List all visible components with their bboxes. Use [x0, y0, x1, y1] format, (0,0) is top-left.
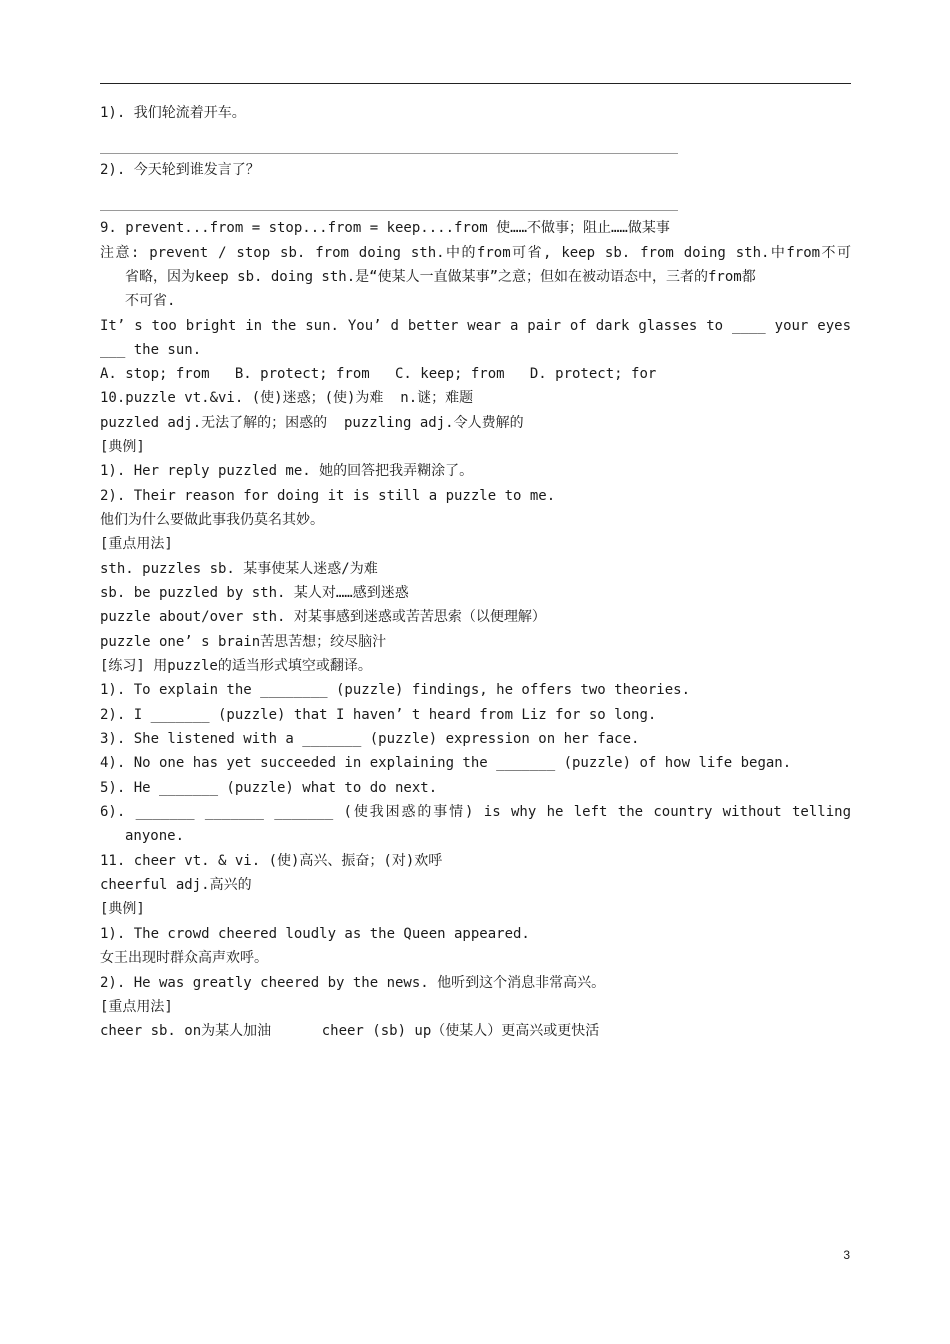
usage-item: sth. puzzles sb. 某事使某人迷惑/为难	[100, 561, 378, 577]
section-9-question: ___ the sun.	[100, 342, 202, 358]
practice-item: anyone.	[125, 828, 185, 844]
usage-item: puzzle one’ s brain苦思苦想；绞尽脑汁	[100, 634, 387, 650]
example-translation: 女王出现时群众高声欢呼。	[100, 950, 268, 966]
section-11-adjective: cheerful adj.高兴的	[100, 877, 252, 893]
example-label: [典例]	[100, 439, 145, 455]
section-9-note: 不可省.	[125, 293, 176, 309]
usage-label: [重点用法]	[100, 999, 173, 1015]
example-sentence: 2). He was greatly cheered by the news. 他听到这个消息非常高兴。	[100, 975, 606, 991]
usage-item: sb. be puzzled by sth. 某人对……感到迷惑	[100, 585, 409, 601]
section-9-note: 省略，因为keep sb. doing sth.是“使某人一直做某事”之意；但如在被动语态中，三者的from都	[125, 269, 756, 285]
example-sentence: 1). Her reply puzzled me. 她的回答把我弄糊涂了。	[100, 463, 474, 479]
example-sentence: 1). The crowd cheered loudly as the Queen appeared.	[100, 926, 530, 942]
header-rule	[100, 83, 851, 84]
practice-item: 6). _______ _______ _______ (使我困惑的事情) is why he left the country without telling	[100, 804, 851, 820]
q8-item-1: 1). 我们轮流着开车。	[100, 105, 246, 121]
practice-item: 5). He _______ (puzzle) what to do next.	[100, 780, 438, 796]
usage-item: cheer sb. on为某人加油 cheer (sb) up（使某人）更高兴或更快活	[100, 1023, 600, 1039]
page-number: 3	[843, 1248, 850, 1262]
section-9-question: It’ s too bright in the sun. You’ d better wear a pair of dark glasses to ____ your eyes	[100, 318, 851, 334]
section-9-note: 注意: prevent / stop sb. from doing sth.中的from可省, keep sb. from doing sth.中from不可	[100, 245, 851, 261]
section-9-heading: 9. prevent...from = stop...from = keep....from 使……不做事；阻止……做某事	[100, 220, 670, 236]
answer-line	[100, 210, 678, 211]
example-translation: 他们为什么要做此事我仍莫名其妙。	[100, 512, 324, 528]
practice-item: 2). I _______ (puzzle) that I haven’ t heard from Liz for so long.	[100, 707, 657, 723]
answer-line	[100, 153, 678, 154]
practice-item: 3). She listened with a _______ (puzzle) expression on her face.	[100, 731, 640, 747]
section-10-heading: 10.puzzle vt.&vi. (使)迷惑；(使)为难 n.谜；难题	[100, 390, 474, 406]
example-sentence: 2). Their reason for doing it is still a puzzle to me.	[100, 488, 556, 504]
practice-item: 4). No one has yet succeeded in explaining the _______ (puzzle) of how life began.	[100, 755, 792, 771]
practice-item: 1). To explain the ________ (puzzle) findings, he offers two theories.	[100, 682, 691, 698]
example-label: [典例]	[100, 901, 145, 917]
section-11-heading: 11. cheer vt. & vi. (使)高兴、振奋；(对)欢呼	[100, 853, 443, 869]
q8-item-2: 2). 今天轮到谁发言了？	[100, 162, 260, 178]
section-9-options: A. stop; from B. protect; from C. keep; from D. protect; for	[100, 366, 657, 382]
usage-item: puzzle about/over sth. 对某事感到迷惑或苦苦思索（以便理解）	[100, 609, 546, 625]
practice-label: [练习] 用puzzle的适当形式填空或翻译。	[100, 658, 372, 674]
section-10-adjectives: puzzled adj.无法了解的；困惑的 puzzling adj.令人费解的	[100, 415, 524, 431]
usage-label: [重点用法]	[100, 536, 173, 552]
